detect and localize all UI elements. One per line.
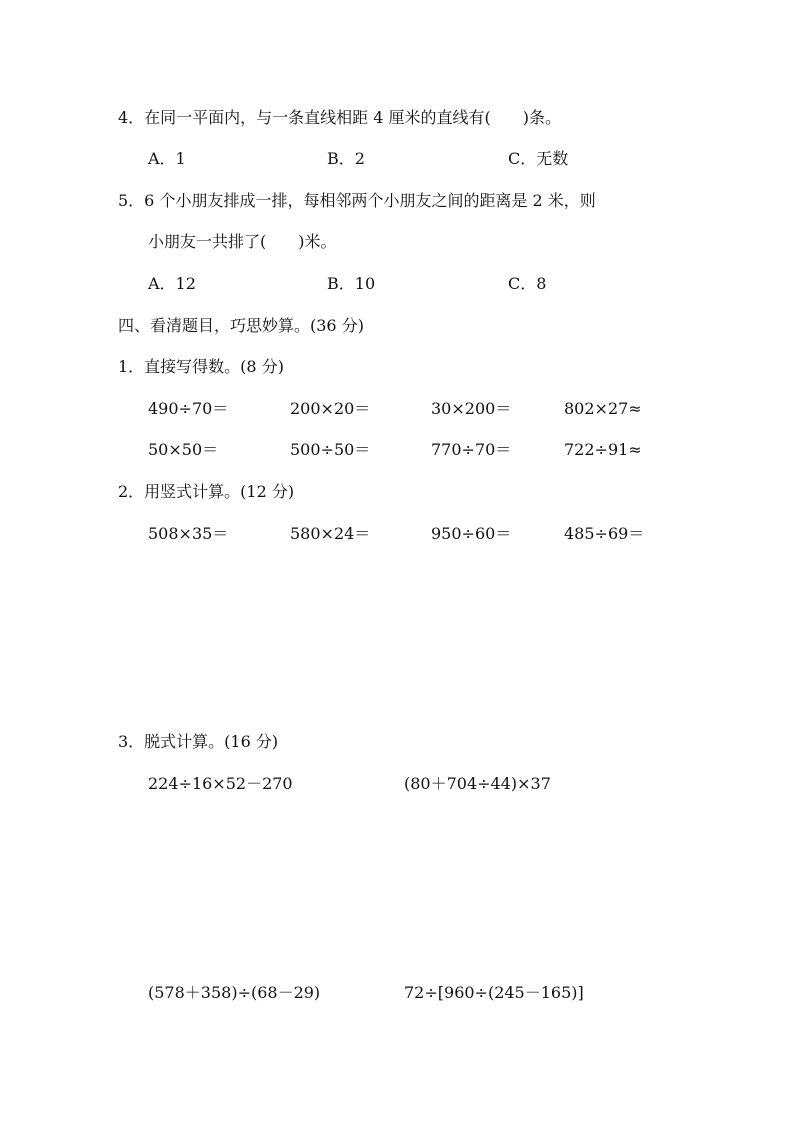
vertical-calc-item: 950÷60＝ <box>431 524 512 543</box>
direct-calc-item: 490÷70＝ <box>148 399 229 418</box>
direct-calc-item: 500÷50＝ <box>290 440 371 459</box>
question-5-option-a: A．12 <box>148 274 196 293</box>
vertical-calc-item: 485÷69＝ <box>564 524 645 543</box>
question-4-text: 4．在同一平面内，与一条直线相距 4 厘米的直线有( )条。 <box>118 108 562 127</box>
subsection-2-title: 2．用竖式计算。(12 分) <box>118 482 295 501</box>
question-5-text-line1: 5．6 个小朋友排成一排，每相邻两个小朋友之间的距离是 2 米，则 <box>118 191 596 210</box>
step-calc-item: 72÷[960÷(245－165)] <box>404 983 584 1002</box>
question-5-option-c: C．8 <box>508 274 547 293</box>
direct-calc-item: 50×50＝ <box>148 440 219 459</box>
question-5-option-b: B．10 <box>327 274 376 293</box>
vertical-calc-item: 580×24＝ <box>290 524 371 543</box>
section-4-heading: 四、看清题目，巧思妙算。(36 分) <box>118 316 364 335</box>
step-calc-item: (578＋358)÷(68－29) <box>148 983 321 1002</box>
step-calc-item: (80＋704÷44)×37 <box>404 774 551 793</box>
direct-calc-item: 30×200＝ <box>431 399 512 418</box>
direct-calc-item: 802×27≈ <box>564 399 642 418</box>
step-calc-item: 224÷16×52－270 <box>148 774 293 793</box>
question-4-option-a: A．1 <box>148 149 186 168</box>
subsection-3-title: 3．脱式计算。(16 分) <box>118 732 279 751</box>
question-4-option-b: B．2 <box>327 149 365 168</box>
direct-calc-item: 770÷70＝ <box>431 440 512 459</box>
direct-calc-item: 200×20＝ <box>290 399 371 418</box>
vertical-calc-item: 508×35＝ <box>148 524 229 543</box>
subsection-1-title: 1．直接写得数。(8 分) <box>118 357 284 376</box>
question-5-text-line2: 小朋友一共排了( )米。 <box>148 232 337 251</box>
question-4-option-c: C．无数 <box>508 149 569 168</box>
direct-calc-item: 722÷91≈ <box>564 440 642 459</box>
